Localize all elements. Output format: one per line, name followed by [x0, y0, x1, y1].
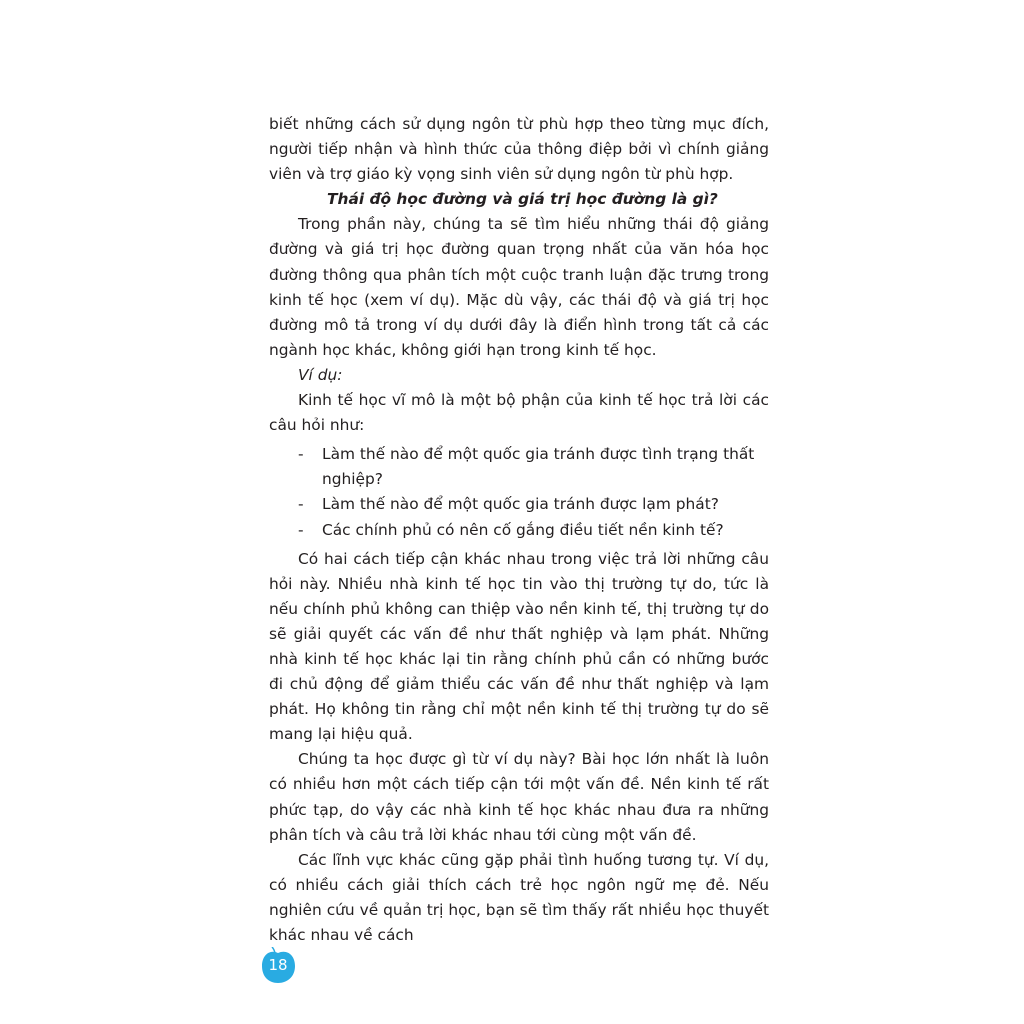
body-paragraph-1: Trong phần này, chúng ta sẽ tìm hiểu những thái độ giảng đường và giá trị học đường quan trọng nhất của văn hóa học đường thông qua phân tích một cuộc tranh luận đặc trưng trong kinh tế học (xem ví dụ). Mặc dù vậy, các thái độ và giá trị học đường mô tả trong ví dụ dưới đây là điển hình trong tất cả các ngành học khác, không giới hạn trong kinh tế học.	[269, 215, 769, 359]
dash-bullet: -	[298, 495, 304, 514]
page-number: 18	[268, 956, 288, 974]
body-paragraph-4: Chúng ta học được gì từ ví dụ này? Bài học lớn nhất là luôn có nhiều hơn một cách tiếp cận tới một vấn đề. Nền kinh tế rất phức tạp, do vậy các nhà kinh tế học khác nhau đưa ra những phân tích và câu trả lời khác nhau tới cùng một vấn đề.	[269, 750, 769, 844]
body-paragraph-2: Kinh tế học vĩ mô là một bộ phận của kinh tế học trả lời các câu hỏi như:	[269, 391, 769, 435]
question-list	[269, 442, 769, 542]
dash-bullet: -	[298, 445, 304, 464]
intro-paragraph: biết những cách sử dụng ngôn từ phù hợp theo từng mục đích, người tiếp nhận và hình thức của thông điệp bởi vì chính giảng viên và trợ giáo kỳ vọng sinh viên sử dụng ngôn từ phù hợp.	[269, 115, 769, 184]
page-number-badge	[262, 947, 296, 983]
example-label: Ví dụ:	[298, 365, 343, 384]
body-paragraph-3: Có hai cách tiếp cận khác nhau trong việc trả lời những câu hỏi này. Nhiều nhà kinh tế học tin vào thị trường tự do, tức là nếu chính phủ không can thiệp vào nền kinh tế, thị trường tự do sẽ giải quyết các vấn đề như thất nghiệp và lạm phát. Những nhà kinh tế học khác lại tin rằng chính phủ cần có những bước đi chủ động để giảm thiểu các vấn đề như thất nghiệp và lạm phát. Họ không tin rằng chỉ một nền kinh tế thị trường tự do sẽ mang lại hiệu quả.	[269, 549, 769, 744]
list-item-text: Làm thế nào để một quốc gia tránh được lạm phát?	[322, 495, 719, 514]
section-heading: Thái độ học đường và giá trị học đường là gì?	[327, 190, 718, 209]
list-item-text: Làm thế nào để một quốc gia tránh được tình trạng thất nghiệp?	[322, 445, 755, 489]
list-item	[298, 492, 769, 517]
list-item	[298, 442, 769, 492]
dash-bullet: -	[298, 520, 304, 539]
body-paragraph-5: Các lĩnh vực khác cũng gặp phải tình huống tương tự. Ví dụ, có nhiều cách giải thích cách trẻ học ngôn ngữ mẹ đẻ. Nếu nghiên cứu về quản trị học, bạn sẽ tìm thấy rất nhiều học thuyết khác nhau về cách	[269, 850, 769, 944]
list-item-text: Các chính phủ có nên cố gắng điều tiết nền kinh tế?	[322, 520, 724, 539]
list-item	[298, 518, 769, 543]
page-body	[269, 112, 769, 948]
